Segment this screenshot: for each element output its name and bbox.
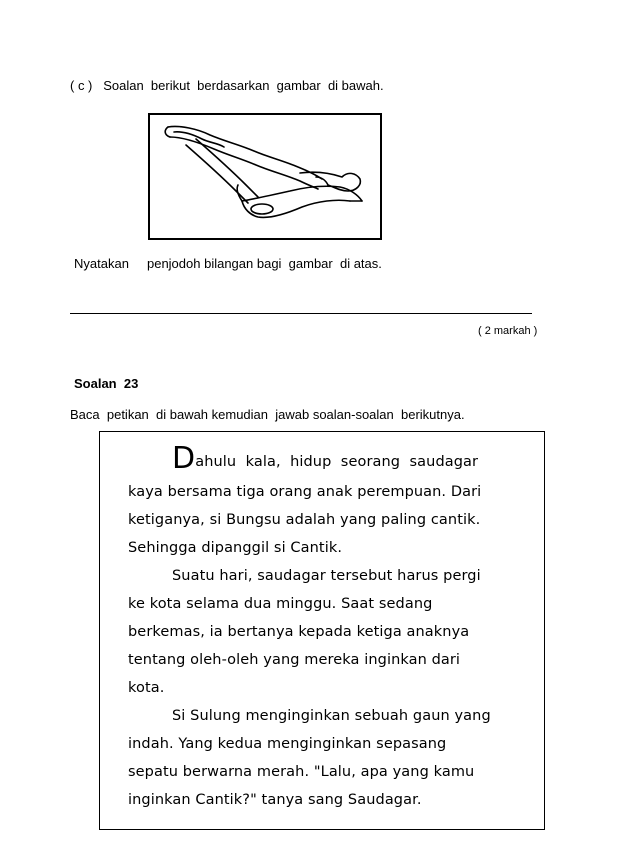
passage-line-1-text: ahulu kala, hidup seorang saudagar xyxy=(195,454,479,470)
question-c-text: ( c ) Soalan berikut berdasarkan gambar di bawah. xyxy=(70,78,384,93)
answer-line[interactable] xyxy=(70,313,532,314)
passage-line: ke kota selama dua minggu. Saat sedang xyxy=(128,596,433,612)
keris-illustration xyxy=(150,115,380,238)
passage-line: kota. xyxy=(128,680,165,696)
passage-line: sepatu berwarna merah. "Lalu, apa yang kamu xyxy=(128,764,475,780)
passage-line: Si Sulung menginginkan sebuah gaun yang xyxy=(172,708,491,724)
passage-line: indah. Yang kedua menginginkan sepasang xyxy=(128,736,447,752)
passage-line: inginkan Cantik?" tanya sang Saudagar. xyxy=(128,792,422,808)
passage-line: ketiganya, si Bungsu adalah yang paling cantik. xyxy=(128,512,481,528)
passage-line: berkemas, ia bertanya kepada ketiga anaknya xyxy=(128,624,470,640)
section-instruction: Baca petikan di bawah kemudian jawab soalan-soalan berikutnya. xyxy=(70,407,465,422)
passage-line: Sehingga dipanggil si Cantik. xyxy=(128,540,343,556)
passage-line: tentang oleh-oleh yang mereka inginkan dari xyxy=(128,652,461,668)
marks-label: ( 2 markah ) xyxy=(478,325,538,337)
passage-box xyxy=(99,431,545,830)
section-title: Soalan 23 xyxy=(74,376,139,391)
passage-drop-cap: D xyxy=(172,441,196,476)
question-prompt: Nyatakan penjodoh bilangan bagi gambar di atas. xyxy=(74,256,382,271)
passage-line-1 xyxy=(172,441,479,476)
passage-line: kaya bersama tiga orang anak perempuan. Dari xyxy=(128,484,482,500)
picture-frame xyxy=(148,113,382,240)
passage-line: Suatu hari, saudagar tersebut harus pergi xyxy=(172,568,481,584)
